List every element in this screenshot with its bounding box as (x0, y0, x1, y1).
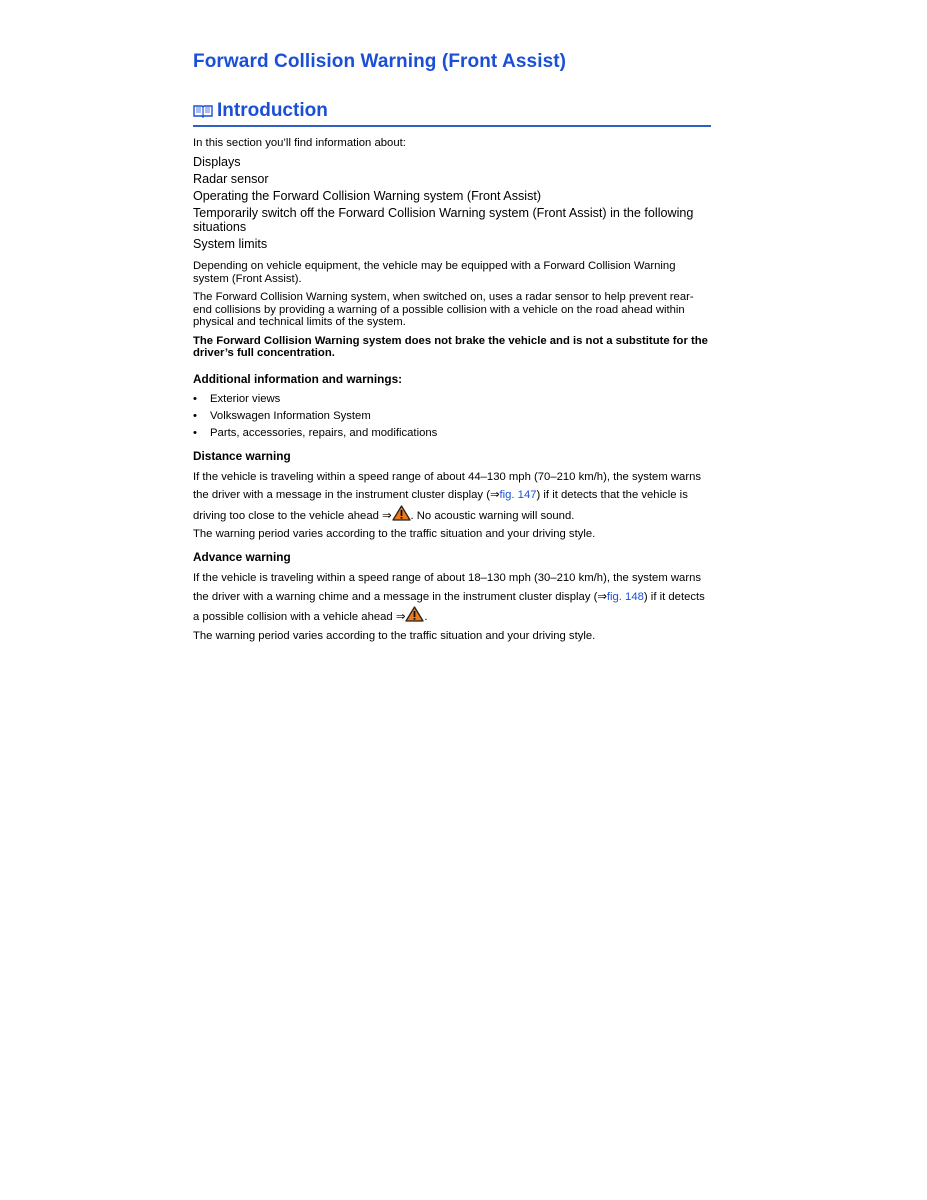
equipment-paragraph: Depending on vehicle equipment, the vehicle may be equipped with a Forward Collision Warning system (Front Assist). (193, 260, 676, 285)
section-heading: Introduction (217, 100, 328, 121)
distance-warning-text (193, 468, 711, 526)
bullet-icon: • (193, 426, 197, 439)
advance-warning-text (193, 569, 711, 627)
list-item (193, 392, 711, 406)
list-item-label: Exterior views (210, 392, 281, 405)
toc-item[interactable]: Temporarily switch off the Forward Collision Warning system (Front Assist) in the following situations (193, 206, 694, 234)
fig-147-link[interactable]: fig. 147 (499, 489, 537, 501)
distance-text-a: If the vehicle is traveling within a speed range of about 44–130 mph (70–210 km/h), the system warns the driver with a message in the instrument cluster display (⇒ (193, 470, 702, 501)
distance-period-text: The warning period varies according to the traffic situation and your driving style. (193, 528, 596, 540)
warning-triangle-icon (405, 606, 424, 622)
toc-item[interactable]: System limits (193, 237, 268, 251)
list-item-label: Volkswagen Information System (210, 409, 371, 422)
additional-heading: Additional information and warnings: (193, 371, 403, 386)
toc-item[interactable]: Radar sensor (193, 172, 269, 186)
book-icon (193, 104, 213, 118)
warning-triangle-icon (392, 505, 411, 521)
list-item-label: Parts, accessories, repairs, and modifications (210, 426, 438, 439)
advance-text-b: ) if it detects a possible collision with a vehicle ahead ⇒ (193, 590, 705, 623)
additional-list (193, 392, 711, 440)
advance-text-c: . (424, 611, 428, 623)
bold-note-paragraph: The Forward Collision Warning system does not brake the vehicle and is not a substitute for the driver’s full concentration. (193, 334, 708, 359)
distance-warning-heading: Distance warning (193, 448, 291, 463)
intro-text: In this section you’ll find information about: (193, 137, 406, 149)
advance-period-text: The warning period varies according to the traffic situation and your driving style. (193, 629, 596, 642)
advance-text-a: If the vehicle is traveling within a speed range of about 18–130 mph (30–210 km/h), the system warns the driver with a warning chime and a message in the instrument cluster display (⇒ (193, 572, 702, 603)
list-item (193, 409, 711, 423)
bullet-icon: • (193, 392, 197, 405)
list-item (193, 426, 711, 440)
fig-148-link[interactable]: fig. 148 (606, 590, 644, 603)
description-paragraph: The Forward Collision Warning system, when switched on, uses a radar sensor to help prevent rear-end collisions by providing a warning of a possible collision with a vehicle on the road ahead within physical and technical limits of the system. (193, 291, 694, 328)
bullet-icon: • (193, 409, 197, 422)
toc-item[interactable]: Displays (193, 155, 241, 169)
page-title: Forward Collision Warning (Front Assist) (193, 51, 567, 72)
advance-warning-heading: Advance warning (193, 550, 291, 564)
distance-text-c: . No acoustic warning will sound. (410, 509, 575, 522)
toc-item[interactable]: Operating the Forward Collision Warning system (Front Assist) (193, 189, 542, 203)
toc-list (193, 155, 711, 251)
section-header (193, 99, 711, 127)
document-page (193, 50, 711, 643)
distance-text-b: ) if it detects that the vehicle is driving too close to the vehicle ahead ⇒ (193, 489, 688, 522)
